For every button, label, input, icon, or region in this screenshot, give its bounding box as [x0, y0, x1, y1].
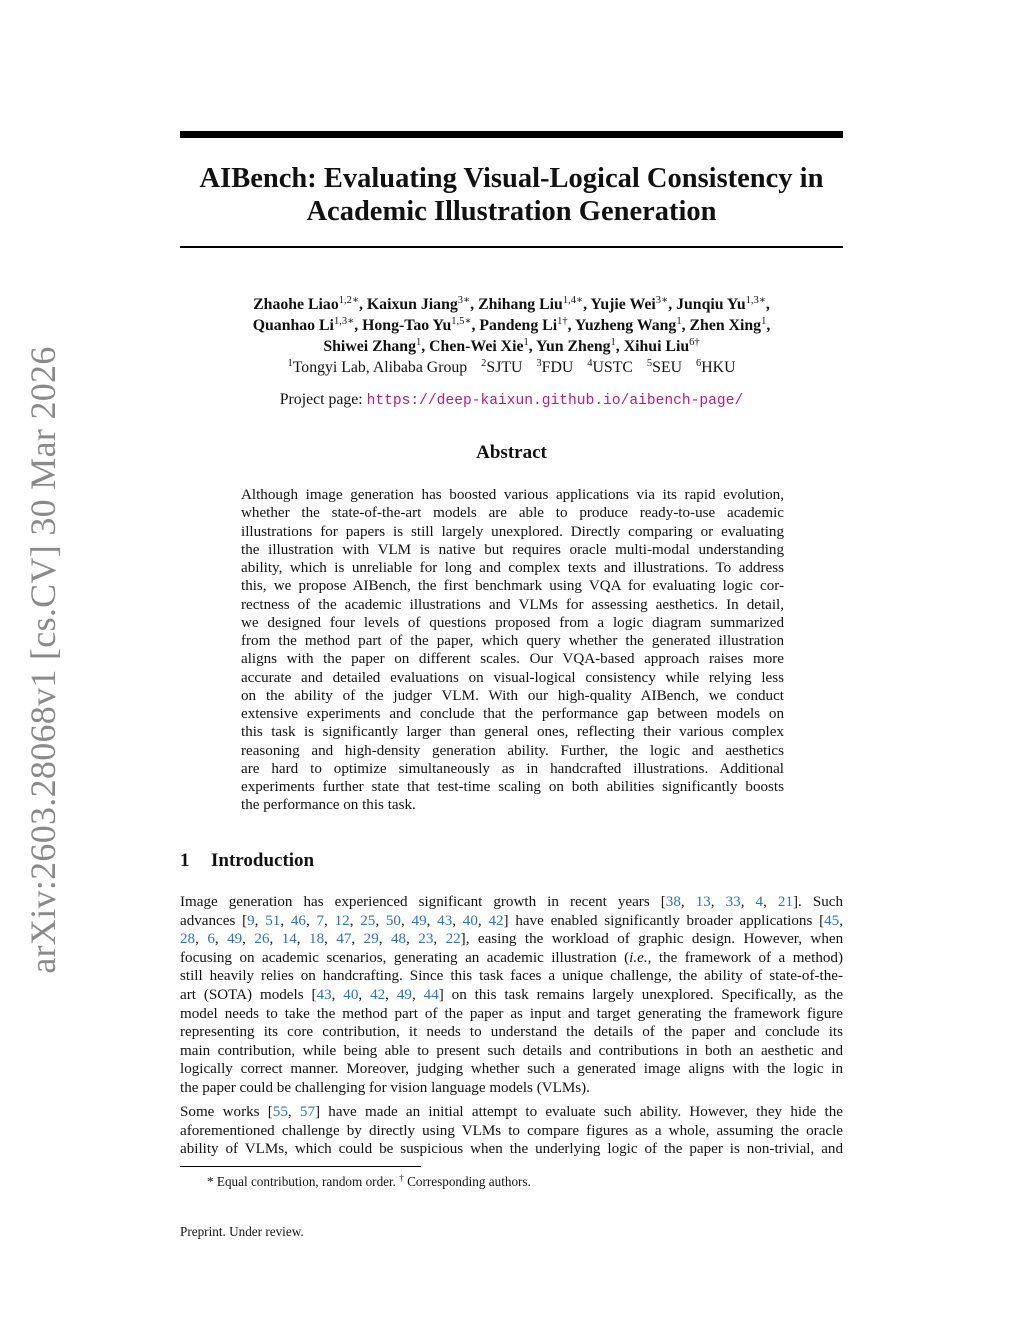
abstract-line: we designed four levels of questions proposed from a logic diagram summarized	[241, 614, 784, 631]
body-line: ability of VLMs, which could be suspicious when the underlying logic of the paper is non-trivial, and	[180, 1141, 843, 1158]
body-line: representing its core contribution, it needs to understand the details of the paper and conclude its	[180, 1024, 843, 1041]
citation-link[interactable]: 23	[418, 931, 434, 948]
affiliation-item: $^6$HKU	[696, 358, 736, 376]
preprint-notice: Preprint. Under review.	[180, 1224, 304, 1239]
body-line: advances [9, 51, 46, 7, 12, 25, 50, 49, 43, 40, 42] have enabled significantly broader applications [45,	[180, 912, 843, 929]
author-affiliation-mark: 6†	[689, 337, 700, 348]
author-affiliation-mark: 1,2∗	[338, 295, 359, 306]
abstract-body	[241, 486, 784, 815]
citation-link[interactable]: 42	[488, 912, 504, 929]
title-bottom-rule	[180, 246, 843, 248]
abstract-line: rectness of the academic illustrations and VLMs for assessing aesthetics. In detail,	[241, 596, 784, 613]
citation-link[interactable]: 55	[272, 1104, 288, 1120]
abstract-line: reasoning and high-density generation ability. Further, the logic and aesthetics	[241, 742, 784, 759]
author-block	[180, 294, 843, 378]
citation-link[interactable]: 49	[227, 931, 243, 948]
abstract-line: Although image generation has boosted various applications via its rapid evolution,	[241, 487, 784, 503]
abstract-line: this task is significantly larger than general ones, reflecting their various complex	[241, 724, 784, 741]
citation-link[interactable]: 47	[336, 931, 352, 948]
author-name: Zhen Xing	[689, 317, 762, 334]
author-name: Pandeng Li	[479, 317, 558, 334]
author-line: Shiwei Zhang$^1$, Chen-Wei Xie$^1$, Yun Zheng$^1$, Xihui Liu$^{6\dagger}$	[323, 337, 700, 355]
abstract-heading: Abstract	[476, 442, 547, 463]
section-number: 1	[180, 850, 190, 871]
author-affiliation-mark: 1	[415, 337, 422, 348]
affiliation-item: $^5$SEU	[646, 358, 682, 376]
author-name: Yujie Wei	[590, 296, 656, 313]
body-line: model needs to take the method part of the paper as input and target generating the framework figure	[180, 1005, 843, 1022]
abstract-line: accurate and detailed evaluations on visual-logical consistency while relying less	[241, 669, 784, 686]
author-name: Chen-Wei Xie	[429, 338, 524, 355]
citation-link[interactable]: 6	[207, 931, 215, 948]
affiliation-item: $^4$USTC	[587, 358, 633, 376]
citation-link[interactable]: 14	[281, 931, 297, 948]
author-affiliation-mark: 3∗	[655, 295, 669, 306]
citation-link[interactable]: 46	[290, 912, 306, 929]
body-line: Image generation has experienced significant growth in recent years [38, 13, 33, 4, 21]. Such	[180, 894, 844, 910]
footnote	[207, 1174, 531, 1190]
author-line: Quanhao $Li^{1,3∗}$, Hong-Tao $Yu^{1,5∗}$, Pandeng $Li^{1\dagger}$, Yuzheng Wang$^1$, Zhen Xing$^1$,	[252, 316, 771, 334]
author-name: Junqiu Yu	[676, 296, 746, 313]
abstract-line: whether the state-of-the-art models are able to produce ready-to-use academic	[241, 505, 784, 522]
author-affiliation-mark: 1,4∗	[562, 295, 584, 306]
author-name: Zhaohe Liao	[253, 296, 339, 313]
body-line: the paper could be challenging for vision language models (VLMs).	[180, 1079, 590, 1096]
abstract-line: illustrations for papers is still largely unexplored. Directly comparing or evaluating	[241, 523, 784, 540]
author-line: Zhaohe Liao$^{1,2∗}$, Kaixun Jiang$^{3∗}$, Zhihang Liu$^{1,4∗}$, Yujie Wei$^{3∗}$, Junqiu $Yu^{1,3∗}$,	[253, 295, 770, 313]
author-affiliation-mark: 3∗	[457, 295, 471, 306]
abstract-line: experiments further state that test-time scaling on both abilities significantly boosts	[241, 779, 784, 795]
author-name: Zhihang Liu	[478, 296, 563, 313]
body-line: still heavily relies on handcrafting. Since this task faces a unique challenge, the ability of state-of-the-	[180, 968, 843, 985]
citation-link[interactable]: 7	[316, 912, 325, 929]
citation-link[interactable]: 9	[247, 912, 255, 929]
author-affiliation-mark: 1	[523, 337, 529, 348]
affiliation-item: $^1$Tongyi Lab, Alibaba Group	[287, 358, 468, 376]
body-line: 28, 6, 49, 26, 14, 18, 47, 29, 48, 23, 22], easing the workload of graphic design. However, when	[180, 931, 844, 948]
affiliation-item: $^3$FDU	[536, 358, 574, 376]
citation-link[interactable]: 33	[725, 894, 741, 910]
citation-link[interactable]: 40	[462, 912, 478, 929]
citation-link[interactable]: 43	[316, 986, 332, 1003]
citation-link[interactable]: 18	[309, 931, 325, 948]
author-name: Shiwei Zhang	[323, 338, 416, 355]
title-line-2: Academic Illustration Generation	[306, 196, 717, 227]
abstract-line: ability, which is unreliable for long and complex texts and illustrations. To address	[241, 560, 784, 576]
author-affiliation-mark: 1	[761, 316, 767, 327]
abstract-line: extensive experiments and conclude that the performance gap between models on	[241, 706, 784, 722]
abstract-line: this, we propose AIBench, the first benchmark using VQA for evaluating logic cor-	[241, 578, 784, 595]
citation-link[interactable]: 45	[824, 912, 840, 929]
citation-link[interactable]: 13	[695, 894, 711, 910]
citation-link[interactable]: 40	[343, 986, 359, 1003]
footnote-rule	[180, 1166, 421, 1167]
title-line-1: AIBench: Evaluating Visual-Logical Consistency in	[199, 163, 824, 194]
author-affiliation-mark: 1	[676, 316, 682, 327]
abstract-line: the illustration with VLM is native but requires oracle multi-modal understanding	[241, 541, 784, 558]
section-heading	[180, 850, 314, 872]
citation-link[interactable]: 49	[411, 912, 427, 929]
citation-link[interactable]: 38	[665, 894, 681, 910]
author-name: Hong-Tao Yu	[362, 317, 452, 334]
author-affiliation-mark: 1,3∗	[333, 316, 355, 327]
author-name: Yun Zheng	[536, 338, 611, 355]
body-line: logically correct manner. Moreover, judging whether such a generated image aligns with the logic in	[180, 1061, 843, 1078]
paper-title	[180, 162, 843, 228]
citation-link[interactable]: 28	[180, 931, 196, 948]
citation-link[interactable]: 49	[396, 986, 412, 1003]
footnote-text-pre: * Equal contribution, random order.	[207, 1174, 400, 1189]
abstract-line: the performance on this task.	[241, 797, 416, 814]
title-top-rule	[180, 131, 843, 138]
citation-link[interactable]: 29	[363, 931, 379, 948]
project-url-link[interactable]: https://deep-kaixun.github.io/aibench-page/	[366, 393, 744, 409]
citation-link[interactable]: 12	[334, 912, 350, 929]
abstract-line: aligns with the paper on different scales. Our VQA-based approach raises more	[241, 651, 784, 668]
citation-link[interactable]: 48	[390, 931, 407, 948]
body-line: main contribution, while being able to present such details and contributions in both an aesthetic and	[180, 1042, 843, 1059]
abstract-line: are hard to optimize simultaneously as in handcrafted illustrations. Additional	[241, 760, 784, 777]
body-line: aforementioned challenge by directly using VLMs to compare figures as a whole, assuming the oracle	[180, 1122, 843, 1139]
author-affiliation-mark: 1,3∗	[745, 295, 766, 306]
author-name: Quanhao Li	[252, 317, 334, 334]
intro-paragraph-1	[180, 893, 843, 1098]
body-line: art (SOTA) models [43, 40, 42, 49, 44] on this task remains largely unexplored. Specifically, as the	[180, 986, 844, 1003]
body-line: focusing on academic scenarios, generating an academic illustration (i.e., the framework of a method)	[180, 949, 843, 966]
affiliation-item: $^2$SJTU	[481, 358, 523, 376]
arxiv-identifier: arXiv:2603.28068v1 [cs.CV] 30 Mar 2026	[23, 346, 63, 974]
project-page	[180, 391, 843, 409]
author-name: Kaixun Jiang	[366, 296, 458, 313]
citation-link[interactable]: 57	[299, 1104, 315, 1120]
citation-link[interactable]: 26	[254, 931, 270, 948]
author-name: Yuzheng Wang	[574, 317, 677, 334]
author-affiliation-mark: 1,5∗	[451, 316, 472, 327]
dagger-mark: †	[399, 1173, 404, 1183]
citation-link[interactable]: 4	[755, 894, 764, 910]
body-line: Some works [55, 57] have made an initial attempt to evaluate such ability. However, they hide the	[180, 1104, 844, 1120]
author-affiliation-mark: 1†	[557, 316, 568, 327]
footnote-text-post: Corresponding authors.	[403, 1174, 531, 1189]
abstract-line: from the method part of the paper, which query whether the generated illustration	[241, 633, 784, 649]
citation-link[interactable]: 44	[423, 986, 439, 1003]
citation-link[interactable]: 22	[445, 931, 461, 948]
citation-link[interactable]: 50	[385, 912, 401, 929]
affiliations	[180, 357, 843, 378]
project-label: Project page:	[279, 391, 363, 408]
abstract-line: on the ability of the judger VLM. With our high-quality AIBench, we conduct	[241, 687, 784, 704]
citation-link[interactable]: 43	[437, 912, 453, 929]
author-name: Xihui Liu	[623, 338, 690, 355]
citation-link[interactable]: 25	[360, 912, 376, 929]
citation-link[interactable]: 51	[265, 912, 281, 929]
author-affiliation-mark: 1	[610, 337, 616, 348]
section-title: Introduction	[211, 850, 315, 871]
citation-link[interactable]: 42	[370, 986, 386, 1003]
citation-link[interactable]: 21	[777, 894, 794, 910]
intro-paragraph-2	[180, 1103, 843, 1159]
